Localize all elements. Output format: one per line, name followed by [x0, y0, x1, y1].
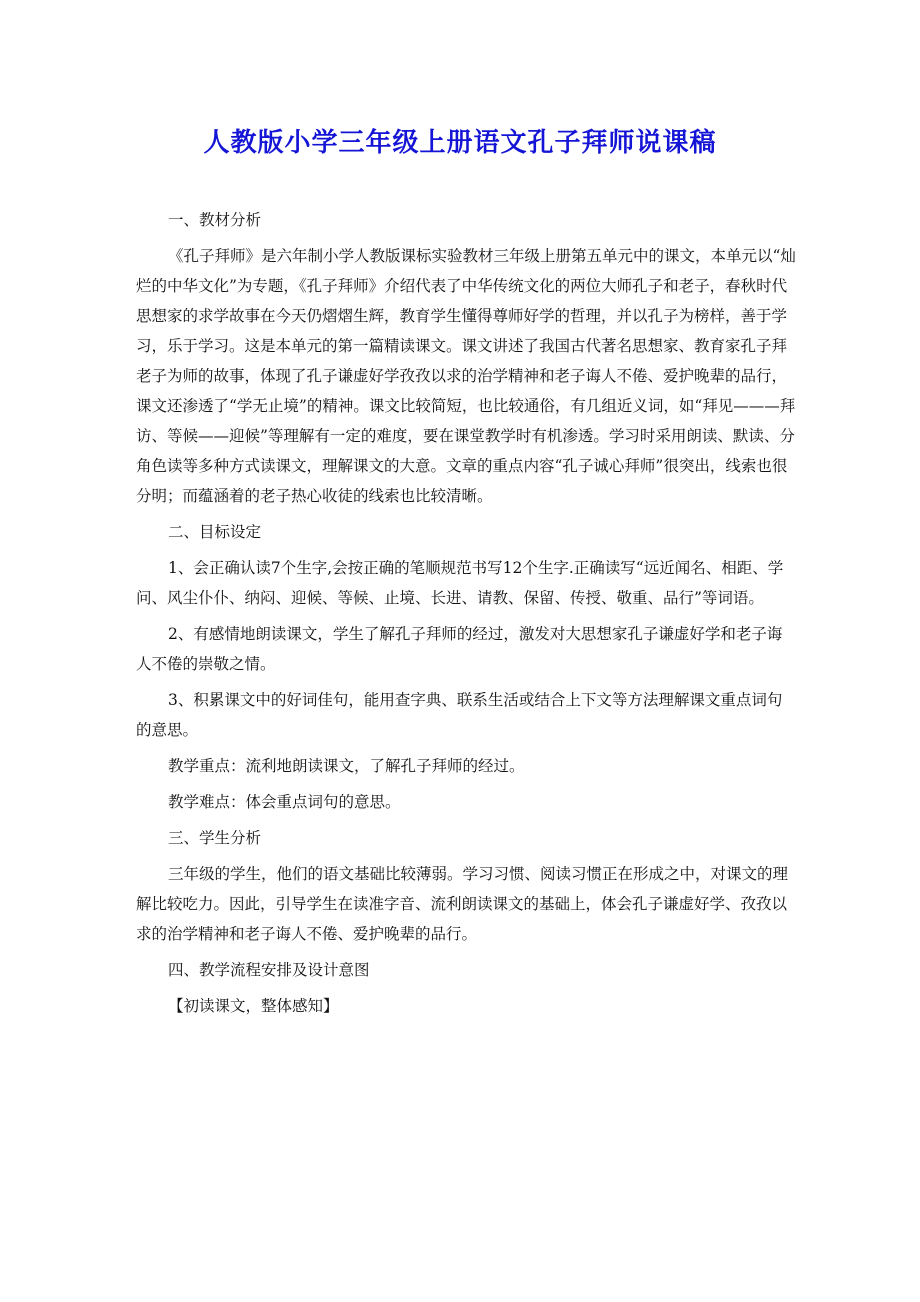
body-paragraph: 1、会正确认读7个生字,会按正确的笔顺规范书写12个生字.正确读写“远近闻名、相距、学问、风尘仆仆、纳闷、迎候、等候、止境、长进、请教、保留、传授、敬重、品行”等词语。 [136, 559, 784, 607]
section-heading: 四、教学流程安排及设计意图 [168, 961, 370, 979]
section-heading: 一、教材分析 [168, 211, 262, 229]
document-body [136, 205, 796, 1027]
body-paragraph: 3、积累课文中的好词佳句，能用查字典、联系生活或结合上下文等方法理解课文重点词句的意思。 [136, 691, 783, 739]
body-paragraph: 2、有感情地朗读课文，学生了解孔子拜师的经过，激发对大思想家孔子谦虚好学和老子诲人不倦的崇敬之情。 [136, 625, 783, 673]
section-heading: 三、学生分析 [168, 829, 262, 847]
document-title: 人教版小学三年级上册语文孔子拜师说课稿 [203, 128, 717, 158]
body-paragraph: 三年级的学生，他们的语文基础比较薄弱。学习习惯、阅读习惯正在形成之中，对课文的理解比较吃力。因此，引导学生在读准字音、流利朗读课文的基础上，体会孔子谦虚好学、孜孜以求的治学精神和老子诲人不倦、爱护晚辈的品行。 [136, 865, 789, 943]
section-heading: 教学难点：体会重点词句的意思。 [168, 793, 401, 811]
section-heading: 教学重点：流利地朗读课文，了解孔子拜师的经过。 [168, 757, 525, 775]
section-heading: 二、目标设定 [168, 523, 262, 541]
section-heading: 【初读课文，整体感知】 [168, 997, 339, 1015]
body-paragraph: 《孔子拜师》是六年制小学人教版课标实验教材三年级上册第五单元中的课文，本单元以“灿烂的中华文化”为专题，《孔子拜师》介绍代表了中华传统文化的两位大师孔子和老子，春秋时代思想家的求学故事在今天仍熠熠生辉，教育学生懂得尊师好学的哲理，并以孔子为榜样，善于学习，乐于学习。这是本单元的第一篇精读课文。课文讲述了我国古代著名思想家、教育家孔子拜老子为师的故事，体现了孔子谦虚好学孜孜以求的治学精神和老子诲人不倦、爱护晚辈的品行，课文还渗透了“学无止境”的精神。课文比较简短，也比较通俗，有几组近义词，如“拜见———拜访、等候——迎候”等理解有一定的难度，要在课堂教学时有机渗透。学习时采用朗读、默读、分角色读等多种方式读课文，理解课文的大意。文章的重点内容“孔子诚心拜师”很突出，线索也很分明；而蕴涵着的老子热心收徒的线索也比较清晰。 [136, 247, 796, 505]
